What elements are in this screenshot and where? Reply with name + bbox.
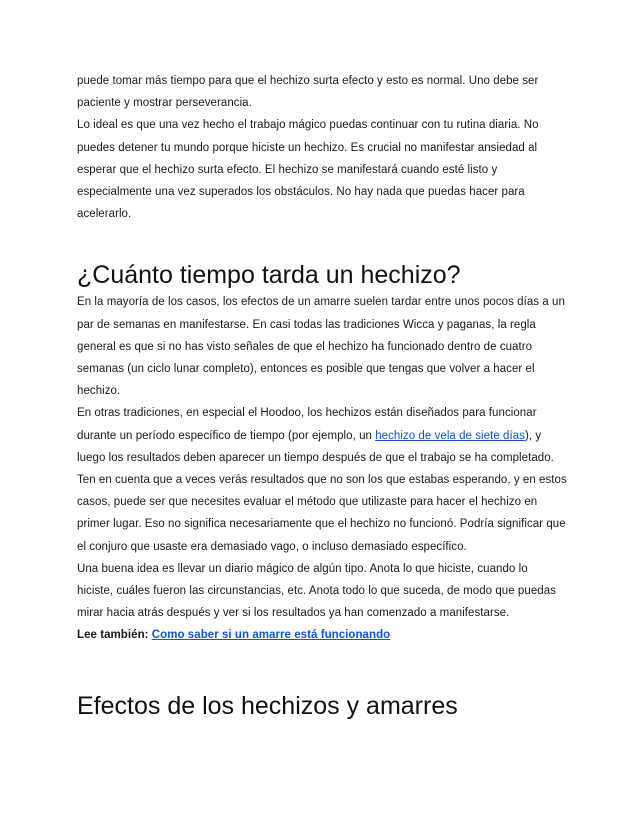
document-page [77, 70, 567, 721]
heading-cuanto-tiempo: ¿Cuánto tiempo tarda un hechizo? [77, 261, 461, 290]
section1-paragraph-3: Ten en cuenta que a veces verás resultados que no son los que estabas esperando, y en estos casos, puede ser que necesites evaluar el método que utilizaste para hacer el hechizo en primer lugar. Eso no significa necesariamente que el hechizo no funcionó. Podría significar que el conjuro que usaste era demasiado vago, o incluso demasiado específico. [77, 474, 567, 553]
section-cuanto-tiempo [77, 291, 567, 646]
section1-paragraph-2-after: ), y luego los resultados deben aparecer un tiempo después de que el trabajo se ha completado. [77, 429, 554, 464]
intro-block [77, 70, 567, 225]
section1-paragraph-2 [77, 402, 567, 469]
section1-paragraph-2-before: En otras tradiciones, en especial el Hoodoo, los hechizos están diseñados para funcionar durante un período específico de tiempo (por ejemplo, un [77, 407, 537, 442]
intro-paragraph-1: puede tomar más tiempo para que el hechizo surta efecto y esto es normal. Uno debe ser paciente y mostrar perseverancia. [77, 75, 539, 110]
section1-paragraph-4: Una buena idea es llevar un diario mágico de algún tipo. Anota lo que hiciste, cuando lo hiciste, cuáles fueron las circunstancias, etc. Anota todo lo que suceda, de modo que puedas mirar hacia atrás después y ver si los resultados ya han comenzado a manifestarse. [77, 562, 556, 620]
link-hechizo-vela-siete-dias[interactable]: hechizo de vela de siete días [375, 429, 525, 442]
link-como-saber-amarre[interactable]: Como saber si un amarre está funcionando [151, 629, 391, 642]
heading-efectos: Efectos de los hechizos y amarres [77, 691, 458, 720]
lee-tambien-label: Lee también: [77, 629, 152, 642]
lee-tambien [77, 624, 567, 646]
section1-paragraph-1: En la mayoría de los casos, los efectos de un amarre suelen tardar entre unos pocos días a un par de semanas en manifestarse. En casi todas las tradiciones Wicca y paganas, la regla general es que si no has visto señales de que el hechizo ha funcionado dentro de cuatro semanas (un ciclo lunar completo), entonces es posible que tengas que volver a hacer el hechizo. [77, 296, 565, 398]
intro-paragraph-2: Lo ideal es que una vez hecho el trabajo mágico puedas continuar con tu rutina diaria. No puedes detener tu mundo porque hiciste un hechizo. Es crucial no manifestar ansiedad al esperar que el hechizo surta efecto. El hechizo se manifestará cuando esté listo y especialmente una vez superados los obstáculos. No hay nada que puedas hacer para acelerarlo. [77, 119, 539, 221]
